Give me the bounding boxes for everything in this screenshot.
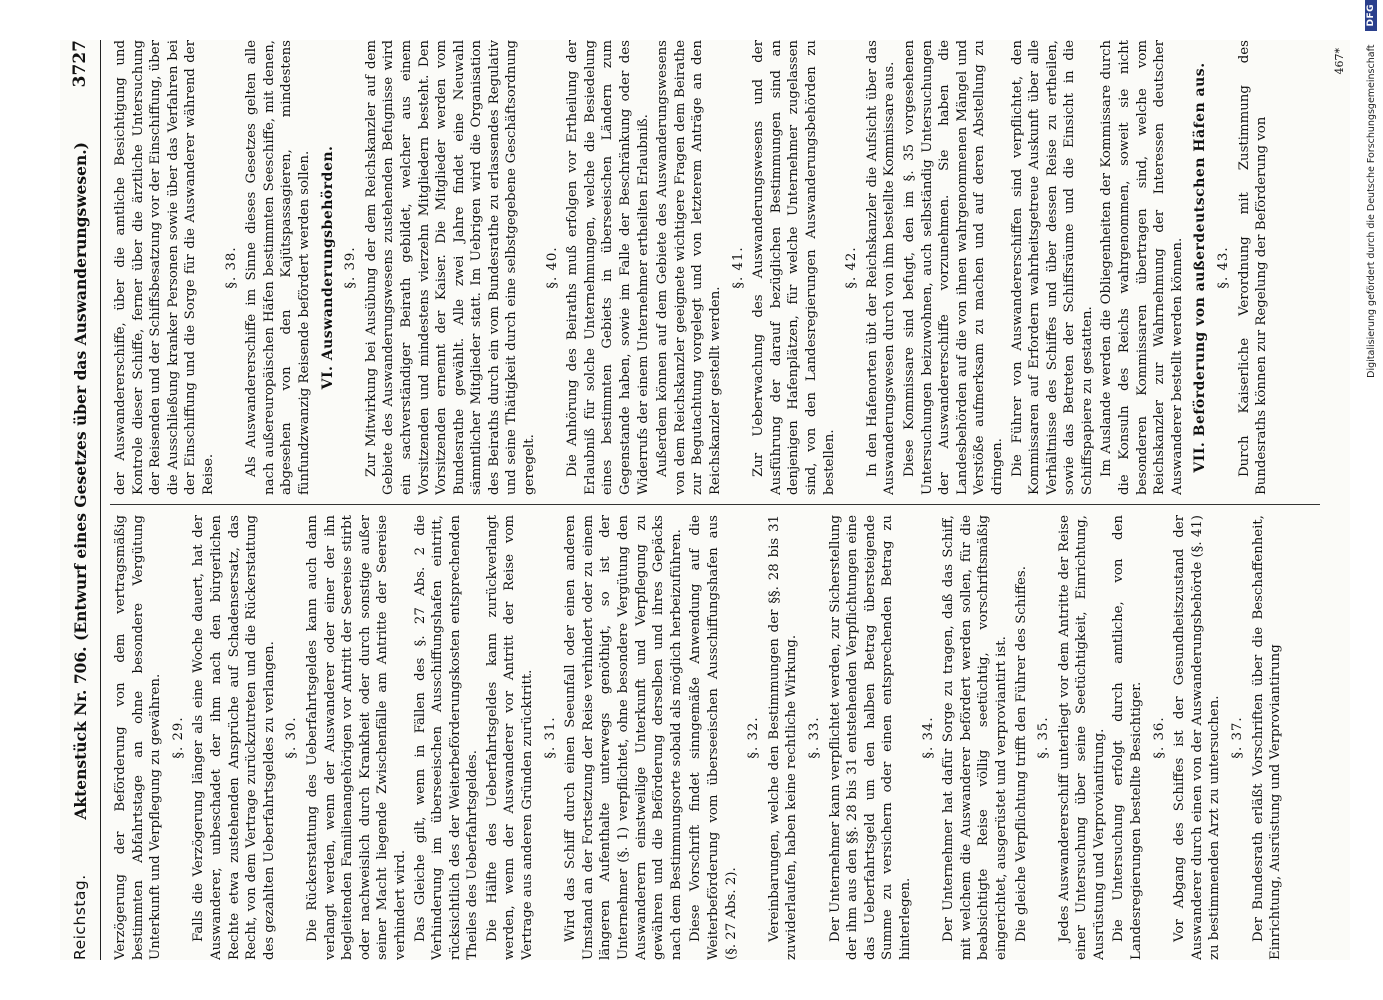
right-paragraph: Die Anhörung des Beiraths muß erfolgen vor Ertheilung der Erlaubniß für solche Unternehmungen, welche die Besiedelung eines bestimmten Gebiets in überseeischen Ländern zum Gegenstande haben, sowie im Falle der Beschränkung oder des Widerrufs der einem Unternehmer ertheilten Erlaubniß. [565,40,651,495]
right-section-heading: §. 41. [730,246,746,289]
right-paragraph: Die Führer von Auswandererschiffen sind verpflichtet, den Kommissaren auf Erfordern wahrheitsgetreue Auskunft über alle Verhältnisse des Schiffes und über dessen Reise zu ertheilen, sowie das Betreten der Schiffsräume und die Einsicht in die Schiffspapiere zu gestatten. [1009,40,1095,495]
left-paragraph: Der Bundesrath erläßt Vorschriften über die Beschaffenheit, Einrichtung, Ausrüstung und Verproviantirung [1250,515,1284,960]
right-paragraph: Diese Kommissare sind befugt, den im §. 35 vorgesehenen Untersuchungen beizuwohnen, auch selbständig Untersuchungen der Auswandererschiffe vorzunehmen. Sie haben die Landesbehörden auf die von ihnen wahrgenommenen Mängel und Verstöße aufmerksam zu machen und auf deren Abstellung zu dringen. [901,40,1005,495]
page-mark: 467* [1333,48,1346,75]
right-paragraph: Zur Ueberwachung des Auswanderungswesens und der Ausführung der darauf bezüglichen Bestimmungen sind an denjenigen Hafenplätzen, für welche Unternehmer zugelassen sind, von den Landesregierungen Auswanderungsbehörden zu bestellen. [751,40,837,495]
left-paragraph: Vereinbarungen, welche den Bestimmungen der §§. 28 bis 31 zuwiderlaufen, haben keine rechtliche Wirkung. [766,515,800,960]
right-section-heading: §. 40. [544,246,560,289]
column-divider [110,504,1320,505]
left-paragraph: Die Untersuchung erfolgt durch amtliche, von den Landesregierungen bestellte Besichtiger. [1111,515,1145,960]
left-paragraph: Der Unternehmer hat dafür Sorge zu tragen, daß das Schiff, mit welchem die Auswanderer befördert werden sollen, für die beabsichtigte Reise völlig seetüchtig, vorschriftsmäßig eingerichtet, ausgerüstet und verproviantirt ist. [941,515,1009,960]
right-section-heading: §. 43. [1216,246,1232,289]
left-paragraph: Der Unternehmer kann verpflichtet werden, zur Sicherstellung der ihm aus den §§. 28 bis 31 entstehenden Verpflichtungen eine das Ueberfahrtsgeld um den halben Betrag übersteigende Summe zu versichern oder einen entsprechenden Betrag zu hinterlegen. [827,515,913,960]
dfg-stamp [1363,0,1379,990]
left-paragraph: Das Gleiche gilt, wenn in Fällen des §. 27 Abs. 2 die Verhinderung im überseeischen Ausschiffungshafen eintritt, rücksichtlich des der Weiterbeförderungskosten entsprechenden Theiles des Ueberfahrtsgeldes. [412,515,481,960]
page-number: 3727 [70,40,90,88]
dfg-logo: DFG [1365,0,1377,31]
left-column [112,515,1320,960]
dfg-stamp-text: Digitalisierung gefördert durch die Deutsche Forschungsgemeinschaft [1365,44,1377,378]
left-section-heading: §. 30. [284,716,300,759]
header-left: Reichstag. [71,874,89,960]
left-paragraph: Die Rückerstattung des Ueberfahrtsgeldes kann auch dann verlangt werden, wenn der Auswanderer oder einer der ihn begleitenden Familienangehörigen vor Antritt der Seereise stirbt oder nachweislich durch Krankheit oder durch sonstige außer seiner Macht liegende Zwischenfälle am Antritte der Seereise verhindert wird. [304,515,408,960]
page-header [60,40,101,960]
left-paragraph: Die gleiche Verpflichtung trifft den Führer des Schiffes. [1013,566,1029,942]
header-title: Aktenstück Nr. 706. (Entwurf eines Gesetzes über das Auswanderungswesen.) [70,141,90,820]
right-section-heading: §. 39. [343,246,359,289]
left-section-heading: §. 36. [1151,716,1167,759]
left-section-heading: §. 32. [746,716,762,759]
left-section-heading: §. 37. [1230,716,1246,759]
left-paragraph: Verzögerung der Beförderung von dem vertragsmäßig bestimmten Abfahrtstage an ohne besondere Vergütung Unterkunft und Verpflegung zu gewähren. [113,515,164,960]
left-section-heading: §. 29. [170,716,186,759]
right-paragraph: Im Auslande werden die Obliegenheiten der Kommissare durch die Konsuln des Reichs wahrgenommen, soweit sie nicht besonderen Kommissaren übertragen sind, welche vom Reichskanzler zur Wahrnehmung der Interessen deutscher Auswanderer bestellt werden können. [1099,40,1185,495]
right-paragraph: Durch Kaiserliche Verordnung mit Zustimmung des Bundesraths können zur Regelung der Beförderung von [1236,40,1270,495]
left-section-heading: §. 35. [1036,716,1052,759]
right-paragraph: der Auswandererschiffe, über die amtliche Besichtigung und Kontrole dieser Schiffe, ferner über die ärztliche Untersuchung der Reisenden und der Schiffsbesatzung vor der Einschiffung, über die Ausschließung kranker Personen sowie über das Verfahren bei der Einschiffung und die Sorge für die Auswanderer während der Reise. [113,40,216,495]
right-section-heading: §. 42. [844,246,860,289]
right-paragraph: In den Hafenorten übt der Reichskanzler die Aufsicht über das Auswanderungswesen durch von ihm bestellte Kommissare aus. [864,40,898,495]
left-paragraph: Falls die Verzögerung länger als eine Woche dauert, hat der Auswanderer, unbeschadet der ihm nach den bürgerlichen Rechte etwa zustehenden Ansprüche auf Schadensersatz, das Recht, von dem Vertrage zurückzutreten und die Rückerstattung des gezahlten Ueberfahrtsgeldes zu verlangen. [191,515,277,960]
right-paragraph: Als Auswandererschiffe im Sinne dieses Gesetzes gelten alle nach außereuropäischen Häfen bestimmten Seeschiffe, mit denen, abgesehen von den Kajütspassagieren, mindestens fünfundzwanzig Reisende befördert werden sollen. [244,40,312,495]
left-section-heading: §. 31. [542,716,558,759]
right-chapter-heading: VI. Auswanderungsbehörden. [319,145,336,390]
right-column [112,40,1320,495]
left-paragraph: Jedes Auswandererschiff unterliegt vor dem Antritte der Reise einer Untersuchung über seine Seetüchtigkeit, Einrichtung, Ausrüstung und Verproviantirung. [1056,515,1107,960]
left-paragraph: Wird das Schiff durch einen Seeunfall oder einen anderen Umstand an der Fortsetzung der Reise verhindert oder zu einem längeren Aufenthalte unterwegs genöthigt, so ist der Unternehmer (§. 1) verpflichtet, ohne besondere Vergütung den Auswanderern einstweilige Unterkunft und Verpflegung zu gewähren und die Beförderung derselben und ihres Gepäcks nach dem Bestimmungsorte sobald als möglich herbeizuführen. [563,515,684,960]
left-paragraph: Vor Abgang des Schiffes ist der Gesundheitszustand der Auswanderer durch einen von der Auswanderungsbehörde (§. 41) zu bestimmenden Arzt zu untersuchen. [1172,515,1223,960]
right-paragraph: Zur Mitwirkung bei Ausübung der dem Reichskanzler auf dem Gebiete des Auswanderungswesens zustehenden Befugnisse wird ein sachverständiger Beirath gebildet, welcher aus einem Vorsitzenden und mindestens vierzehn Mitgliedern besteht. Den Vorsitzenden ernennt der Kaiser. Die Mitglieder werden vom Bundesrathe gewählt. Alle zwei Jahre findet eine Neuwahl sämmtlicher Mitglieder statt. Im Uebrigen wird die Organisation des Beiraths durch ein vom Bundesrathe zu erlassendes Regulativ und seine Thätigkeit durch eine selbstgegebene Geschäftsordnung geregelt. [363,40,538,495]
right-paragraph: Außerdem können auf dem Gebiete des Auswanderungswesens von dem Reichskanzler geeignete wichtigere Fragen dem Beirathe zur Begutachtung vorgelegt und von letzterem Anträge an den Reichskanzler gestellt werden. [655,40,723,495]
left-paragraph: Diese Vorschrift findet sinngemäße Anwendung auf die Weiterbeförderung vom überseeischen Ausschiffungshafen aus (§. 27 Abs. 2). [688,515,739,960]
left-section-heading: §. 34. [920,716,936,759]
right-section-heading: §. 38. [223,246,239,289]
left-section-heading: §. 33. [806,716,822,759]
document-page [60,40,1350,960]
right-chapter-heading: VII. Beförderung von außerdeutschen Häfen aus. [1192,62,1209,473]
left-paragraph: Die Hälfte des Ueberfahrtsgeldes kann zurückverlangt werden, wenn der Auswanderer vor Antritt der Reise vom Vertrage aus anderen Gründen zurücktritt. [484,515,536,960]
